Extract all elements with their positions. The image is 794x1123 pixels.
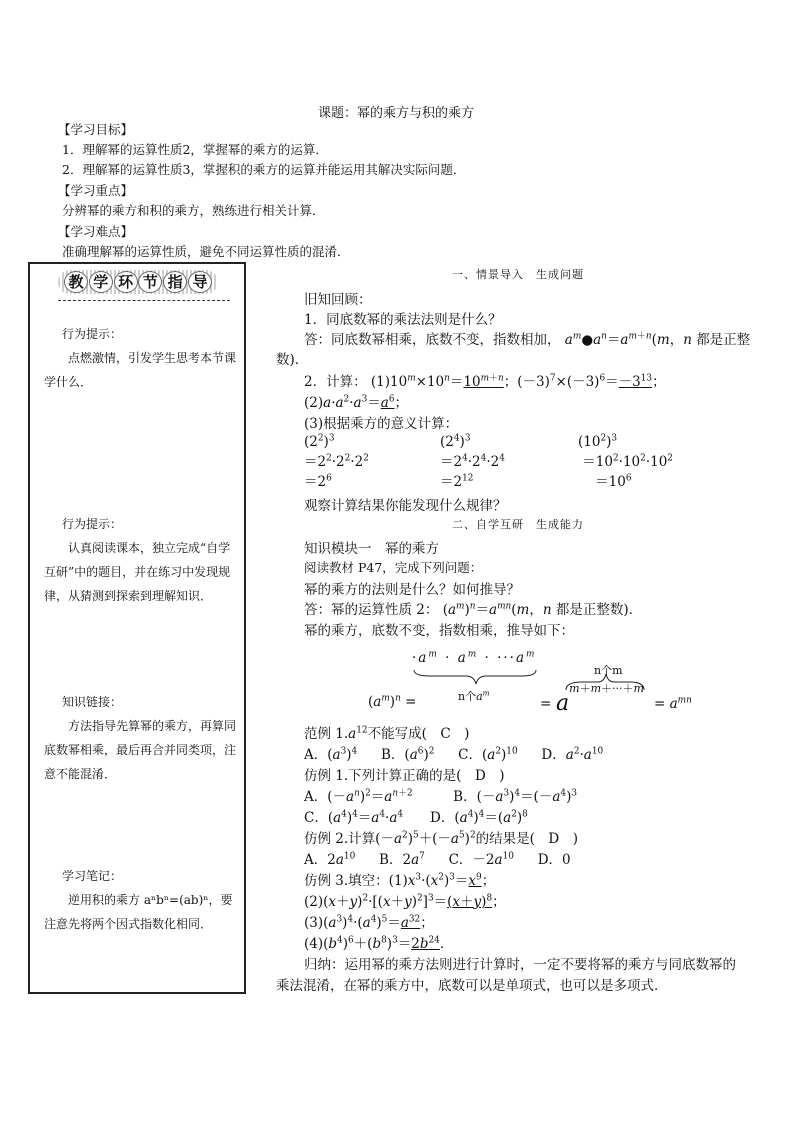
observe-question: 观察计算结果你能发现什么规律？ [304, 498, 507, 514]
banner-char: 导 [188, 271, 212, 293]
question-1: 1．同底数幂的乘法法则是什么？ [304, 312, 502, 328]
section1-heading: 一、情景导入 生成问题 [452, 268, 584, 281]
practice-2: 仿例 2.计算$(-a^2)^5+(-a^5)^2$的结果是( D ) [304, 830, 578, 847]
q2-expr-2: $(2)a\cdot a^2\cdot a^3=a^6$； [304, 394, 408, 411]
calc-col-1: $(2^2)^3$ $=2^2\cdot 2^2\cdot 2^2$ $=2^6$ [304, 433, 369, 490]
answer-1-text: 答：同底数幂相乘，底数不变，指数相加， [304, 332, 561, 348]
derivation-rhs: = $a^{mn}$ [654, 695, 692, 712]
key-text: 分辨幂的乘方和积的乘方，熟练进行相关计算． [62, 203, 325, 218]
block-body: 认真阅读课本，独立完成“自学互研”中的题目，并在练习中发现规律，从猜测到探索到理解知识． [44, 541, 231, 603]
brace-label-n-m: n个m [594, 664, 623, 677]
example-1-options: A．$(a^3)^4$ B．$(a^6)^2$ C．$(a^2)^{10}$ D．$a^2\cdot a^{10}$ [304, 746, 604, 763]
practice-2-tail: 的结果是( D ) [475, 831, 578, 847]
practice-3-label: 仿例 3.填空： [304, 873, 389, 889]
block-body: 逆用积的乘方 aⁿbⁿ=(ab)ⁿ，要注意先将两个因式指数化相同． [44, 893, 233, 931]
practice-3: 仿例 3.填空：$(1)x^3\cdot(x^2)^3=x^9$； [304, 872, 496, 889]
summary-line-2: 乘法混淆，在幂的乘方中，底数可以是单项式，也可以是多项式． [276, 978, 668, 994]
module-question: 幂的乘方的法则是什么？如何推导？ [304, 582, 520, 598]
example-1-tail: 不能写成( C ) [367, 726, 470, 742]
block-head: 行为提示： [62, 517, 123, 531]
page-title: 课题：幂的乘方与积的乘方 [318, 106, 475, 121]
derivation-product: $\cdot a^m \cdot a^m \cdot \cdot\cdot\cdot a^m$ [412, 649, 537, 666]
difficulty-heading: 【学习难点】 [58, 224, 134, 239]
answer-1-tail: 都是正整 [696, 332, 751, 348]
goals-heading: 【学习目标】 [58, 122, 134, 137]
calc-col-2: $(2^4)^3$ $=2^4\cdot 2^4\cdot 2^4$ $=2^{12}$ [440, 433, 505, 490]
module-answer-formula: $(a^m)^n=a^{mn}(m$，n [442, 601, 552, 618]
block-body: 点燃激情，引发学生思考本节课学什么． [44, 351, 237, 389]
answer-1-formula: $a^m●a^n=a^{m+n}(m$，n [564, 331, 692, 348]
practice-3-item-2: $(2)(x+y)^2\cdot[(x+y)^2]^3=(x+y)^8$； [304, 893, 506, 910]
block-head: 行为提示： [62, 327, 123, 341]
module-answer-tail: 都是正整数)． [555, 602, 643, 618]
q2-expr-1: $(1)10^m\times 10^n=10^{m+n}$；$(-3)^7\times(-3)^6=-3^{13}$； [370, 373, 666, 390]
summary-line-1: 归纳：运用幂的乘方法则进行计算时，一定不要将幂的乘方与同底数幂的 [304, 957, 736, 973]
block-body: 方法指导先算幂的乘方，再算同底数幂相乘，最后再合并同类项，注意不能混淆． [44, 719, 237, 781]
practice-3-item-4: $(4)(b^4)^6+(b^8)^3=2b^{24}$． [304, 935, 454, 952]
practice-2-options: A．$2a^{10}$ B．$2a^7$ C．$-2a^{10}$ D．0 [304, 851, 571, 868]
derivation-equals: = [540, 696, 552, 712]
banner-char: 学 [89, 271, 113, 293]
section2-heading: 二、自学互研 生成能力 [452, 518, 584, 531]
module-answer-text: 答：幂的运算性质 2： [304, 602, 439, 618]
goal-2: 2．理解幂的运算性质3，掌握积的乘方的运算并能运用其解决实际问题． [62, 162, 466, 177]
banner-char: 环 [114, 271, 138, 293]
question-2-label: 2．计算： [304, 374, 367, 390]
question-3: (3)根据乘方的意义计算： [304, 416, 459, 432]
reading-instruction: 阅读教材 P47，完成下列问题： [304, 560, 483, 575]
block-head: 知识链接： [62, 695, 123, 709]
practice-1-options-cd: C．$(a^4)^4=a^4\cdot a^4$ D．$(a^4)^4=(a^2)^8$ [304, 809, 528, 826]
module-title: 知识模块一 幂的乘方 [304, 541, 439, 557]
practice-2-label: 仿例 2.计算 [304, 831, 376, 847]
banner-char: 教 [64, 271, 88, 293]
answer-1-tail2: 数)． [276, 352, 309, 368]
practice-1: 仿例 1.下列计算正确的是( D ) [304, 768, 505, 784]
block-head: 学习笔记： [62, 869, 123, 883]
goal-1: 1．理解幂的运算性质2，掌握幂的乘方的运算． [62, 142, 328, 157]
calc-col-3: $(10^2)^3$ $=10^2\cdot 10^2\cdot 10^2$ $=10^6$ [578, 433, 673, 490]
brace-label-n-am: n个$a^m$ [458, 688, 490, 703]
practice-1-options-ab: A．$(-a^n)^2=a^{n+2}$ B．$(-a^3)^4=(-a^4)^3$ [304, 788, 578, 805]
review-label: 旧知回顾： [304, 292, 372, 308]
example-1-label: 范例 1. [304, 726, 349, 742]
derivation-middle: $a^{m+m+\cdot\cdot\cdot+m}$ [556, 682, 644, 716]
banner-char: 节 [138, 271, 162, 293]
practice-3-item-3: $(3)(a^3)^4\cdot(a^4)^5=a^{32}$； [304, 914, 434, 931]
example-1: 范例 $1.a^{12}$不能写成( C ) [304, 725, 470, 742]
banner-char: 指 [163, 271, 187, 293]
difficulty-text: 准确理解幂的运算性质，避免不同运算性质的混淆． [62, 244, 350, 259]
derivation-lhs: $(a^m)^n$ = [368, 693, 417, 710]
key-heading: 【学习重点】 [58, 183, 134, 198]
derive-text: 幂的乘方，底数不变，指数相乘，推导如下： [304, 623, 574, 639]
